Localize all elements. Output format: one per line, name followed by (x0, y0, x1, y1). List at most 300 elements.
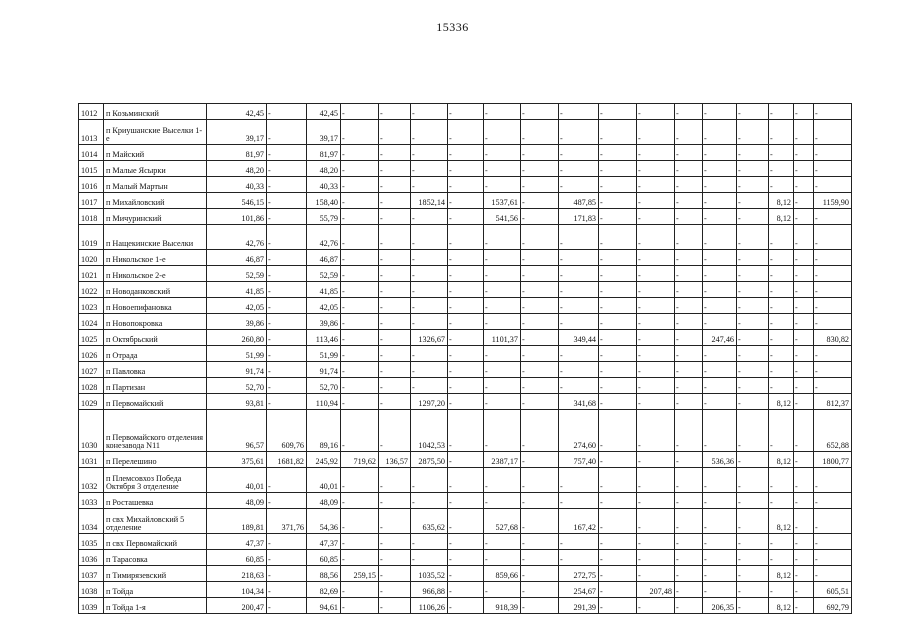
value-cell: - (794, 145, 814, 161)
row-id-cell: 1029 (79, 394, 104, 410)
row-id-cell: 1039 (79, 598, 104, 614)
value-cell: - (703, 225, 737, 250)
row-id-cell: 1022 (79, 282, 104, 298)
row-id-cell: 1025 (79, 330, 104, 346)
value-cell: 719,62 (341, 452, 379, 468)
value-cell: - (448, 362, 484, 378)
value-cell: - (637, 250, 675, 266)
value-cell: - (267, 177, 307, 193)
value-cell: - (675, 282, 703, 298)
value-cell: - (448, 209, 484, 225)
value-cell: - (675, 120, 703, 145)
value-cell: - (341, 120, 379, 145)
table-row (79, 298, 852, 314)
table-row (79, 225, 852, 250)
value-cell: - (769, 298, 794, 314)
value-cell: - (794, 282, 814, 298)
value-cell: - (637, 209, 675, 225)
value-cell: 375,61 (207, 452, 267, 468)
value-cell: - (379, 209, 411, 225)
value-cell: - (737, 177, 769, 193)
value-cell: - (769, 410, 794, 452)
value-cell: 652,88 (814, 410, 852, 452)
value-cell: - (769, 493, 794, 509)
value-cell: - (448, 468, 484, 493)
value-cell: 8,12 (769, 394, 794, 410)
value-cell: - (703, 250, 737, 266)
settlement-name-cell: п свх Михайловский 5 отделение (104, 509, 207, 534)
value-cell: 39,17 (307, 120, 341, 145)
value-cell: - (794, 346, 814, 362)
value-cell: - (448, 582, 484, 598)
value-cell: - (637, 378, 675, 394)
value-cell: - (521, 266, 559, 282)
value-cell: - (675, 161, 703, 177)
value-cell: - (341, 598, 379, 614)
settlement-name-cell: п Криушанские Выселки 1-е (104, 120, 207, 145)
value-cell: - (341, 177, 379, 193)
value-cell: - (599, 468, 637, 493)
value-cell: - (341, 266, 379, 282)
value-cell: - (637, 493, 675, 509)
value-cell: 40,33 (307, 177, 341, 193)
value-cell: - (559, 314, 599, 330)
value-cell: - (737, 394, 769, 410)
value-cell: - (794, 394, 814, 410)
settlement-name-cell: п Никольское 2-е (104, 266, 207, 282)
value-cell: - (675, 177, 703, 193)
value-cell: - (379, 177, 411, 193)
value-cell: 609,76 (267, 410, 307, 452)
value-cell: - (448, 346, 484, 362)
value-cell: - (448, 566, 484, 582)
value-cell: - (794, 266, 814, 282)
value-cell: 46,87 (207, 250, 267, 266)
value-cell: - (737, 598, 769, 614)
value-cell: 55,79 (307, 209, 341, 225)
value-cell: - (559, 266, 599, 282)
value-cell: - (675, 534, 703, 550)
value-cell: - (448, 120, 484, 145)
table-row (79, 209, 852, 225)
value-cell: - (267, 493, 307, 509)
value-cell: - (521, 225, 559, 250)
value-cell: - (599, 266, 637, 282)
value-cell: - (267, 362, 307, 378)
row-id-cell: 1026 (79, 346, 104, 362)
value-cell: 1852,14 (411, 193, 448, 209)
table-row (79, 598, 852, 614)
row-id-cell: 1015 (79, 161, 104, 177)
value-cell: - (737, 145, 769, 161)
value-cell: 91,74 (207, 362, 267, 378)
value-cell: - (341, 250, 379, 266)
value-cell: 1800,77 (814, 452, 852, 468)
value-cell: 54,36 (307, 509, 341, 534)
value-cell: - (341, 582, 379, 598)
settlement-name-cell: п Мичуринский (104, 209, 207, 225)
value-cell: - (521, 534, 559, 550)
value-cell: 42,05 (307, 298, 341, 314)
value-cell: - (675, 550, 703, 566)
value-cell: - (599, 145, 637, 161)
value-cell: 245,92 (307, 452, 341, 468)
value-cell: - (769, 104, 794, 120)
value-cell: - (737, 410, 769, 452)
value-cell: 48,09 (307, 493, 341, 509)
value-cell: - (703, 298, 737, 314)
table-row (79, 493, 852, 509)
value-cell: - (703, 509, 737, 534)
value-cell: 48,20 (307, 161, 341, 177)
value-cell: 42,45 (207, 104, 267, 120)
value-cell: - (448, 298, 484, 314)
table-row (79, 250, 852, 266)
value-cell: - (484, 225, 521, 250)
table-row (79, 566, 852, 582)
value-cell: 254,67 (559, 582, 599, 598)
settlement-name-cell: п Отрада (104, 346, 207, 362)
value-cell: 1042,53 (411, 410, 448, 452)
value-cell: - (484, 250, 521, 266)
value-cell: - (559, 282, 599, 298)
value-cell: - (794, 330, 814, 346)
value-cell: - (814, 282, 852, 298)
value-cell: - (267, 346, 307, 362)
value-cell: - (379, 550, 411, 566)
value-cell: - (559, 362, 599, 378)
value-cell: - (737, 550, 769, 566)
value-cell: - (737, 161, 769, 177)
value-cell: - (341, 550, 379, 566)
value-cell: - (599, 493, 637, 509)
value-cell: - (379, 534, 411, 550)
value-cell: - (703, 566, 737, 582)
value-cell: - (814, 378, 852, 394)
value-cell: - (814, 298, 852, 314)
settlement-name-cell: п Тойда 1-я (104, 598, 207, 614)
value-cell: 1681,82 (267, 452, 307, 468)
value-cell: - (411, 104, 448, 120)
value-cell: - (737, 314, 769, 330)
value-cell: - (559, 468, 599, 493)
value-cell: - (814, 209, 852, 225)
value-cell: - (379, 346, 411, 362)
value-cell: - (448, 378, 484, 394)
value-cell: - (794, 104, 814, 120)
value-cell: - (599, 161, 637, 177)
value-cell: - (341, 282, 379, 298)
value-cell: 1159,90 (814, 193, 852, 209)
value-cell: - (448, 410, 484, 452)
value-cell: - (737, 468, 769, 493)
value-cell: - (411, 346, 448, 362)
value-cell: - (484, 145, 521, 161)
value-cell: - (521, 250, 559, 266)
value-cell: - (794, 362, 814, 378)
value-cell: - (521, 493, 559, 509)
value-cell: - (341, 362, 379, 378)
value-cell: - (267, 266, 307, 282)
value-cell: - (599, 298, 637, 314)
value-cell: 1101,37 (484, 330, 521, 346)
value-cell: - (737, 250, 769, 266)
value-cell: - (341, 209, 379, 225)
value-cell: - (267, 282, 307, 298)
value-cell: - (703, 410, 737, 452)
value-cell: 274,60 (559, 410, 599, 452)
value-cell: 1326,67 (411, 330, 448, 346)
value-cell: - (267, 598, 307, 614)
settlement-name-cell: п Росташевка (104, 493, 207, 509)
value-cell: 158,40 (307, 193, 341, 209)
value-cell: - (637, 468, 675, 493)
value-cell: - (267, 250, 307, 266)
value-cell: - (484, 104, 521, 120)
value-cell: - (814, 250, 852, 266)
row-id-cell: 1023 (79, 298, 104, 314)
table-row (79, 394, 852, 410)
row-id-cell: 1020 (79, 250, 104, 266)
row-id-cell: 1024 (79, 314, 104, 330)
value-cell: - (794, 452, 814, 468)
value-cell: - (637, 266, 675, 282)
table-row (79, 282, 852, 298)
settlement-name-cell: п Малый Мартын (104, 177, 207, 193)
value-cell: - (794, 550, 814, 566)
value-cell: - (448, 550, 484, 566)
value-cell: 42,76 (207, 225, 267, 250)
value-cell: 1537,61 (484, 193, 521, 209)
value-cell: - (341, 145, 379, 161)
table-row (79, 266, 852, 282)
value-cell: 52,70 (207, 378, 267, 394)
value-cell: - (559, 177, 599, 193)
value-cell: - (637, 566, 675, 582)
value-cell: - (599, 193, 637, 209)
value-cell: - (703, 493, 737, 509)
value-cell: - (599, 209, 637, 225)
value-cell: - (411, 282, 448, 298)
value-cell: - (637, 120, 675, 145)
value-cell: - (769, 120, 794, 145)
value-cell: 46,87 (307, 250, 341, 266)
value-cell: - (675, 346, 703, 362)
value-cell: - (411, 145, 448, 161)
value-cell: - (814, 104, 852, 120)
value-cell: 42,76 (307, 225, 341, 250)
value-cell: - (379, 493, 411, 509)
value-cell: - (379, 104, 411, 120)
value-cell: 541,56 (484, 209, 521, 225)
table-row (79, 509, 852, 534)
value-cell: - (267, 394, 307, 410)
value-cell: - (521, 410, 559, 452)
row-id-cell: 1037 (79, 566, 104, 582)
value-cell: - (267, 468, 307, 493)
value-cell: - (637, 314, 675, 330)
value-cell: 81,97 (207, 145, 267, 161)
value-cell: - (411, 314, 448, 330)
table-row (79, 346, 852, 362)
value-cell: - (379, 330, 411, 346)
value-cell: - (703, 468, 737, 493)
value-cell: - (637, 394, 675, 410)
value-cell: - (521, 177, 559, 193)
value-cell: - (341, 161, 379, 177)
value-cell: - (794, 177, 814, 193)
value-cell: - (599, 250, 637, 266)
value-cell: - (814, 468, 852, 493)
value-cell: - (737, 104, 769, 120)
value-cell: - (559, 550, 599, 566)
value-cell: - (341, 394, 379, 410)
value-cell: 8,12 (769, 193, 794, 209)
value-cell: 349,44 (559, 330, 599, 346)
value-cell: - (675, 250, 703, 266)
value-cell: - (521, 209, 559, 225)
value-cell: - (814, 161, 852, 177)
value-cell: 48,09 (207, 493, 267, 509)
settlement-name-cell: п Племсовхоз Победа Октября 3 отделение (104, 468, 207, 493)
settlement-name-cell: п Перелешино (104, 452, 207, 468)
value-cell: - (484, 314, 521, 330)
value-cell: - (769, 266, 794, 282)
value-cell: - (637, 177, 675, 193)
row-id-cell: 1038 (79, 582, 104, 598)
value-cell: - (379, 410, 411, 452)
value-cell: 2875,50 (411, 452, 448, 468)
value-cell: - (769, 362, 794, 378)
value-cell: - (379, 378, 411, 394)
value-cell: - (737, 298, 769, 314)
value-cell: - (379, 314, 411, 330)
value-cell: - (448, 314, 484, 330)
row-id-cell: 1012 (79, 104, 104, 120)
value-cell: - (769, 145, 794, 161)
value-cell: - (484, 468, 521, 493)
value-cell: - (794, 120, 814, 145)
value-cell: - (341, 193, 379, 209)
value-cell: 41,85 (307, 282, 341, 298)
value-cell: - (769, 161, 794, 177)
value-cell: - (769, 314, 794, 330)
value-cell: 8,12 (769, 598, 794, 614)
table-row (79, 550, 852, 566)
value-cell: - (484, 298, 521, 314)
value-cell: - (814, 362, 852, 378)
value-cell: - (521, 452, 559, 468)
value-cell: - (521, 378, 559, 394)
value-cell: - (599, 410, 637, 452)
value-cell: - (379, 566, 411, 582)
value-cell: - (737, 346, 769, 362)
value-cell: 82,69 (307, 582, 341, 598)
row-id-cell: 1033 (79, 493, 104, 509)
table-row (79, 362, 852, 378)
value-cell: 51,99 (207, 346, 267, 362)
row-id-cell: 1018 (79, 209, 104, 225)
value-cell: - (379, 250, 411, 266)
value-cell: 42,05 (207, 298, 267, 314)
value-cell: 1106,26 (411, 598, 448, 614)
value-cell: - (675, 410, 703, 452)
value-cell: - (675, 314, 703, 330)
value-cell: - (484, 378, 521, 394)
value-cell: - (521, 314, 559, 330)
value-cell: - (599, 509, 637, 534)
value-cell: - (267, 582, 307, 598)
value-cell: 635,62 (411, 509, 448, 534)
value-cell: - (267, 193, 307, 209)
value-cell: - (267, 209, 307, 225)
value-cell: - (737, 193, 769, 209)
value-cell: - (737, 330, 769, 346)
value-cell: 52,59 (207, 266, 267, 282)
settlement-name-cell: п Майский (104, 145, 207, 161)
value-cell: - (267, 120, 307, 145)
value-cell: 918,39 (484, 598, 521, 614)
value-cell: - (521, 298, 559, 314)
value-cell: - (675, 266, 703, 282)
value-cell: - (411, 493, 448, 509)
row-id-cell: 1013 (79, 120, 104, 145)
value-cell: - (521, 145, 559, 161)
value-cell: - (737, 209, 769, 225)
value-cell: - (521, 468, 559, 493)
value-cell: 966,88 (411, 582, 448, 598)
value-cell: - (448, 534, 484, 550)
settlement-name-cell: п Павловка (104, 362, 207, 378)
page-number: 15336 (436, 20, 469, 34)
value-cell: 104,34 (207, 582, 267, 598)
value-cell: - (637, 550, 675, 566)
value-cell: - (814, 120, 852, 145)
value-cell: 8,12 (769, 452, 794, 468)
value-cell: 167,42 (559, 509, 599, 534)
value-cell: - (521, 193, 559, 209)
value-cell: - (675, 493, 703, 509)
table-row (79, 452, 852, 468)
value-cell: - (675, 104, 703, 120)
value-cell: - (267, 145, 307, 161)
settlement-name-cell: п Тарасовка (104, 550, 207, 566)
value-cell: - (341, 468, 379, 493)
row-id-cell: 1021 (79, 266, 104, 282)
value-cell: - (599, 598, 637, 614)
value-cell: - (599, 582, 637, 598)
value-cell: - (599, 452, 637, 468)
value-cell: - (448, 266, 484, 282)
row-id-cell: 1034 (79, 509, 104, 534)
value-cell: - (448, 145, 484, 161)
value-cell: - (267, 330, 307, 346)
value-cell: - (599, 394, 637, 410)
value-cell: 40,33 (207, 177, 267, 193)
value-cell: - (637, 104, 675, 120)
value-cell: - (448, 452, 484, 468)
value-cell: - (341, 330, 379, 346)
value-cell: - (484, 493, 521, 509)
value-cell: - (448, 493, 484, 509)
value-cell: - (675, 209, 703, 225)
table-row (79, 120, 852, 145)
value-cell: - (769, 468, 794, 493)
row-id-cell: 1031 (79, 452, 104, 468)
value-cell: - (637, 193, 675, 209)
value-cell: 8,12 (769, 209, 794, 225)
row-id-cell: 1014 (79, 145, 104, 161)
